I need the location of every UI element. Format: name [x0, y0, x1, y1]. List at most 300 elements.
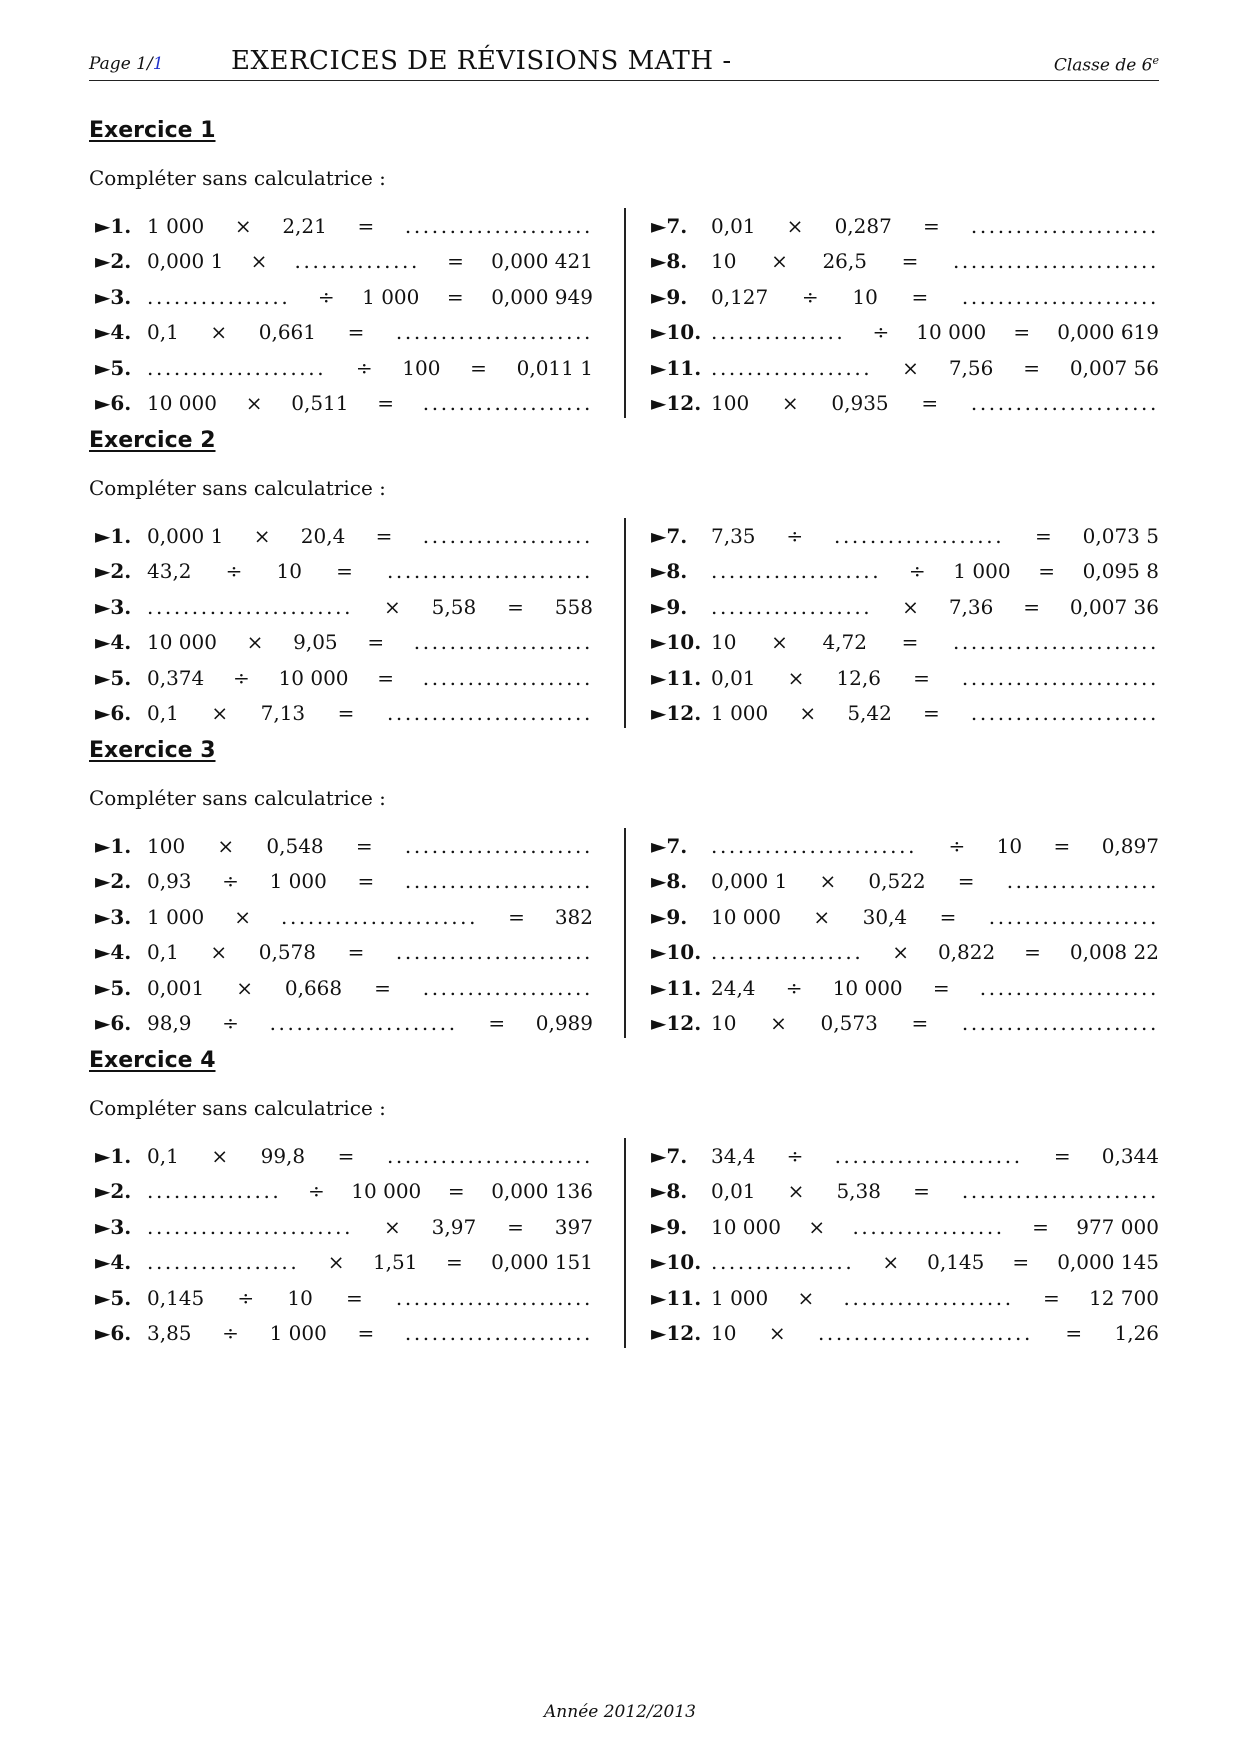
answer-blank[interactable]: ................ — [711, 1250, 855, 1275]
operand-a: 0,01 — [711, 665, 756, 690]
operand-b: 7,56 — [948, 355, 994, 380]
operator: ÷ — [222, 869, 239, 894]
operand-b: 9,05 — [293, 630, 338, 655]
operator: × — [819, 869, 837, 894]
item-number: ►6. — [95, 1321, 132, 1346]
operand-b: 12,6 — [836, 665, 881, 690]
answer-blank[interactable]: ................... — [833, 523, 1005, 548]
page-title: EXERCICES DE RÉVISIONS MATH - — [231, 46, 732, 76]
exercise-item — [651, 208, 1159, 244]
exercise-1 — [89, 118, 1159, 424]
equals-sign: = — [1024, 940, 1041, 965]
answer-blank[interactable]: .................... — [147, 355, 327, 380]
operator: ÷ — [948, 833, 966, 858]
result: 0,000 145 — [1057, 1250, 1159, 1275]
exercise-item — [95, 660, 593, 696]
operator: × — [211, 701, 229, 726]
equals-sign: = — [336, 559, 353, 584]
result: 0,344 — [1101, 1143, 1159, 1168]
items-right-column — [651, 1138, 1159, 1351]
answer-blank[interactable]: ....................... — [147, 594, 354, 619]
column-divider — [624, 208, 626, 418]
operand-b: 7,36 — [948, 594, 994, 619]
item-number: ►7. — [651, 1143, 688, 1168]
result: 0,008 22 — [1069, 940, 1159, 965]
answer-blank[interactable]: ............... — [711, 320, 846, 345]
class-label — [1054, 54, 1159, 76]
answer-blank[interactable]: ...................... — [961, 1179, 1159, 1204]
answer-blank[interactable]: ................. — [147, 1250, 300, 1275]
equals-sign: = — [347, 940, 365, 965]
operator: × — [771, 630, 788, 655]
result: 0,095 8 — [1082, 559, 1159, 584]
item-equation — [147, 524, 593, 548]
answer-blank[interactable]: ................... — [422, 665, 593, 690]
item-equation — [711, 630, 1159, 654]
exercise-item — [95, 589, 593, 625]
operand-b: 5,42 — [847, 701, 892, 726]
item-equation — [711, 214, 1159, 238]
exercise-items — [89, 518, 1159, 734]
operator: × — [210, 320, 228, 345]
item-number: ►9. — [651, 284, 688, 309]
operand-b: 1 000 — [269, 869, 327, 894]
item-equation — [147, 1011, 593, 1035]
exercise-item — [651, 518, 1159, 554]
equals-sign: = — [357, 1321, 375, 1346]
equals-sign: = — [377, 665, 395, 690]
operator: ÷ — [908, 559, 926, 584]
operand-b: 30,4 — [862, 904, 908, 929]
exercise-item — [95, 279, 593, 315]
exercise-item — [95, 935, 593, 971]
answer-blank[interactable]: .................. — [711, 355, 873, 380]
exercise-item — [95, 208, 593, 244]
item-number: ►10. — [651, 320, 702, 345]
equals-sign: = — [1053, 1143, 1071, 1168]
operand-b: 0,511 — [291, 391, 349, 416]
item-number: ►5. — [95, 665, 132, 690]
equals-sign: = — [901, 249, 919, 274]
operator: × — [768, 1321, 786, 1346]
equals-sign: = — [337, 701, 355, 726]
exercise-item — [651, 1209, 1159, 1245]
item-number: ►4. — [95, 630, 132, 655]
item-equation — [147, 1286, 593, 1310]
answer-blank[interactable]: ................... — [988, 904, 1159, 929]
item-equation — [147, 869, 593, 893]
operand-b: 100 — [402, 355, 441, 380]
item-number: ►5. — [95, 1285, 132, 1310]
operator: × — [882, 1250, 900, 1275]
item-equation — [147, 834, 593, 858]
exercise-4 — [89, 1048, 1159, 1354]
operator: ÷ — [233, 665, 250, 690]
operand-b: 26,5 — [822, 249, 867, 274]
exercise-item — [95, 1280, 593, 1316]
exercise-item — [651, 899, 1159, 935]
exercise-item — [95, 1006, 593, 1042]
item-equation — [711, 320, 1159, 344]
item-number: ►1. — [95, 833, 132, 858]
exercise-item — [95, 244, 593, 280]
answer-blank[interactable]: ..................... — [404, 869, 593, 894]
item-number: ►7. — [651, 523, 688, 548]
exercise-item — [651, 589, 1159, 625]
operator: ÷ — [786, 523, 804, 548]
answer-blank[interactable]: ....................... — [386, 1143, 593, 1168]
operand-b: 5,58 — [431, 594, 477, 619]
operand-b: 3,97 — [431, 1214, 477, 1239]
answer-blank[interactable]: .................. — [711, 594, 873, 619]
exercise-title: Exercice 3 — [89, 738, 216, 763]
item-number: ►8. — [651, 1179, 688, 1204]
answer-blank[interactable]: .............. — [294, 249, 420, 274]
equals-sign: = — [1042, 1285, 1060, 1310]
item-equation — [147, 249, 593, 273]
item-number: ►12. — [651, 1321, 702, 1346]
operand-a: 10 000 — [147, 630, 217, 655]
exercise-item — [95, 1138, 593, 1174]
operand-a: 0,1 — [147, 1143, 179, 1168]
answer-blank[interactable]: ..................... — [404, 1321, 593, 1346]
operand-b: 0,145 — [927, 1250, 985, 1275]
operand-b: 0,287 — [834, 213, 892, 238]
operator: ÷ — [872, 320, 890, 345]
page-header — [89, 42, 1159, 81]
operand-a: 100 — [147, 833, 186, 858]
answer-blank[interactable]: ................... — [422, 975, 593, 1000]
operand-a: 43,2 — [147, 559, 192, 584]
answer-blank[interactable]: ...................... — [961, 1011, 1159, 1036]
operand-a: 0,000 1 — [147, 249, 224, 274]
exercise-item — [95, 970, 593, 1006]
equals-sign: = — [1053, 833, 1071, 858]
exercise-item — [651, 315, 1159, 351]
answer-blank[interactable]: ................... — [711, 559, 882, 584]
operand-a: 0,145 — [147, 1285, 205, 1310]
operator: × — [234, 904, 252, 929]
operand-a: 34,4 — [711, 1143, 756, 1168]
operand-a: 10 — [711, 1321, 737, 1346]
operand-b: 10 — [852, 284, 878, 309]
item-equation — [711, 1286, 1159, 1310]
item-number: ►10. — [651, 940, 702, 965]
exercise-3 — [89, 738, 1159, 1044]
item-number: ►2. — [95, 559, 132, 584]
operand-b: 0,578 — [258, 940, 316, 965]
operator: × — [211, 1143, 229, 1168]
answer-blank[interactable]: ................. — [711, 940, 864, 965]
operand-b: 0,668 — [284, 975, 343, 1000]
operand-a: 7,35 — [711, 523, 756, 548]
answer-blank[interactable]: ..................... — [970, 391, 1159, 416]
item-equation — [711, 356, 1159, 380]
operator: × — [808, 1214, 826, 1239]
equals-sign: = — [1035, 523, 1052, 548]
operator: × — [813, 904, 831, 929]
equals-sign: = — [911, 1011, 929, 1036]
operator: ÷ — [355, 355, 373, 380]
answer-blank[interactable]: ....................... — [386, 559, 593, 584]
item-number: ►12. — [651, 1011, 702, 1036]
operator: × — [787, 665, 805, 690]
answer-blank[interactable]: ................... — [422, 391, 593, 416]
answer-blank[interactable]: .................... — [413, 630, 593, 655]
exercise-item — [651, 696, 1159, 732]
operator: × — [797, 1285, 815, 1310]
exercise-item — [651, 279, 1159, 315]
item-equation — [711, 940, 1159, 964]
result: 0,000 949 — [491, 284, 593, 309]
operand-a: 0,000 1 — [711, 869, 788, 894]
items-left-column — [95, 518, 593, 731]
equals-sign: = — [446, 284, 464, 309]
exercise-item — [95, 350, 593, 386]
operand-a: 10 — [711, 249, 737, 274]
equals-sign: = — [1013, 320, 1031, 345]
operator: × — [771, 249, 788, 274]
equals-sign: = — [337, 1143, 355, 1168]
exercise-item — [651, 1006, 1159, 1042]
exercise-item — [95, 518, 593, 554]
item-equation — [147, 320, 593, 344]
answer-blank[interactable]: ........................ — [817, 1321, 1033, 1346]
item-number: ►10. — [651, 630, 702, 655]
exercise-item — [651, 554, 1159, 590]
item-equation — [711, 905, 1159, 929]
operand-b: 10 000 — [278, 665, 349, 690]
exercise-instruction: Compléter sans calculatrice : — [89, 786, 386, 810]
item-number: ►1. — [95, 1143, 132, 1168]
equals-sign: = — [913, 1179, 930, 1204]
item-number: ►4. — [95, 320, 132, 345]
item-number: ►6. — [95, 391, 132, 416]
exercise-item — [651, 1280, 1159, 1316]
operand-b: 4,72 — [822, 630, 867, 655]
equals-sign: = — [922, 213, 940, 238]
operand-a: 3,85 — [147, 1321, 192, 1346]
answer-blank[interactable]: ..................... — [404, 213, 593, 238]
item-number: ►7. — [651, 213, 688, 238]
answer-blank[interactable]: ....................... — [386, 701, 593, 726]
operator: ÷ — [307, 1179, 325, 1204]
answer-blank[interactable]: ...................... — [395, 320, 593, 345]
answer-blank[interactable]: ....................... — [711, 833, 918, 858]
item-number: ►9. — [651, 1214, 688, 1239]
operand-a: 0,000 1 — [147, 523, 224, 548]
class-text: Classe de 6 — [1053, 55, 1153, 76]
item-equation — [711, 1011, 1159, 1035]
page-total-link[interactable]: 1 — [152, 54, 164, 74]
item-equation — [147, 1179, 593, 1203]
operand-b: 1 000 — [953, 559, 1011, 584]
result: 0,897 — [1101, 833, 1159, 858]
equals-sign: = — [507, 1214, 524, 1239]
answer-blank[interactable]: ..................... — [404, 833, 593, 858]
equals-sign: = — [488, 1011, 506, 1036]
operand-b: 0,548 — [266, 833, 324, 858]
exercise-2 — [89, 428, 1159, 734]
operand-b: 10 000 — [832, 975, 903, 1000]
exercise-item — [95, 899, 593, 935]
result: 0,000 136 — [491, 1179, 593, 1204]
items-right-column — [651, 828, 1159, 1041]
answer-blank[interactable]: ...................... — [961, 284, 1159, 309]
answer-blank[interactable]: ...................... — [281, 904, 479, 929]
result: 0,000 619 — [1057, 320, 1159, 345]
exercise-item — [95, 1209, 593, 1245]
item-equation — [711, 976, 1159, 1000]
operand-b: 10 000 — [351, 1179, 422, 1204]
operand-a: 0,01 — [711, 1179, 756, 1204]
operator: ÷ — [785, 975, 803, 1000]
equals-sign: = — [911, 284, 929, 309]
item-equation — [147, 1321, 593, 1345]
item-number: ►9. — [651, 594, 688, 619]
result: 0,000 421 — [491, 249, 593, 274]
item-number: ►8. — [651, 559, 688, 584]
item-equation — [711, 285, 1159, 309]
operand-b: 10 — [276, 559, 302, 584]
operand-a: 10 000 — [147, 391, 217, 416]
page-footer: Année 2012/2013 — [544, 1702, 696, 1722]
answer-blank[interactable]: ................. — [852, 1214, 1005, 1239]
operand-a: 0,1 — [147, 701, 179, 726]
item-number: ►4. — [95, 940, 132, 965]
operand-a: 10 000 — [711, 904, 781, 929]
item-equation — [147, 905, 593, 929]
equals-sign: = — [445, 1250, 463, 1275]
exercise-title: Exercice 1 — [89, 118, 216, 143]
item-equation — [711, 1215, 1159, 1239]
operand-a: 100 — [711, 391, 750, 416]
item-equation — [147, 391, 593, 415]
equals-sign: = — [922, 701, 940, 726]
operator: × — [245, 391, 263, 416]
item-equation — [147, 630, 593, 654]
equals-sign: = — [957, 869, 975, 894]
operator: × — [892, 940, 909, 965]
answer-blank[interactable]: ..................... — [970, 213, 1159, 238]
item-equation — [711, 391, 1159, 415]
item-number: ►11. — [651, 355, 702, 380]
item-equation — [147, 666, 593, 690]
operator: ÷ — [237, 1285, 255, 1310]
exercise-item — [651, 1138, 1159, 1174]
operator: ÷ — [222, 1011, 239, 1036]
operand-b: 1 000 — [362, 284, 420, 309]
answer-blank[interactable]: ..................... — [269, 1011, 458, 1036]
item-number: ►11. — [651, 665, 702, 690]
operator: × — [383, 1214, 401, 1239]
answer-blank[interactable]: ....................... — [952, 249, 1159, 274]
answer-blank[interactable]: ...................... — [961, 665, 1159, 690]
operand-a: 0,001 — [147, 975, 205, 1000]
answer-blank[interactable]: ....................... — [952, 630, 1159, 655]
operand-a: 0,1 — [147, 320, 179, 345]
item-number: ►5. — [95, 355, 132, 380]
operand-a: 10 000 — [711, 1214, 781, 1239]
item-equation — [147, 701, 593, 725]
item-equation — [711, 559, 1159, 583]
answer-blank[interactable]: ...................... — [395, 940, 593, 965]
exercise-item — [651, 828, 1159, 864]
answer-blank[interactable]: ..................... — [834, 1143, 1023, 1168]
equals-sign: = — [377, 391, 395, 416]
item-equation — [147, 595, 593, 619]
exercise-item — [95, 625, 593, 661]
exercise-item — [651, 660, 1159, 696]
answer-blank[interactable]: ................... — [843, 1285, 1014, 1310]
item-equation — [711, 524, 1159, 548]
items-left-column — [95, 828, 593, 1041]
exercise-title: Exercice 4 — [89, 1048, 216, 1073]
item-equation — [711, 834, 1159, 858]
item-number: ►3. — [95, 1214, 132, 1239]
exercise-items — [89, 828, 1159, 1044]
answer-blank[interactable]: ....................... — [147, 1214, 354, 1239]
exercise-item — [651, 350, 1159, 386]
answer-blank[interactable]: ................ — [147, 284, 291, 309]
item-number: ►11. — [651, 975, 702, 1000]
result: 397 — [554, 1214, 593, 1239]
answer-blank[interactable]: ...................... — [395, 1285, 593, 1310]
operand-a: 98,9 — [147, 1011, 192, 1036]
answer-blank[interactable]: ..................... — [970, 701, 1159, 726]
answer-blank[interactable]: .................... — [979, 975, 1159, 1000]
result: 0,007 56 — [1069, 355, 1159, 380]
answer-blank[interactable]: ............... — [147, 1179, 282, 1204]
equals-sign: = — [1023, 594, 1041, 619]
item-number: ►3. — [95, 284, 132, 309]
operand-a: 1 000 — [711, 701, 769, 726]
equals-sign: = — [1023, 355, 1041, 380]
item-number: ►9. — [651, 904, 688, 929]
item-equation — [147, 1250, 593, 1274]
item-number: ►5. — [95, 975, 132, 1000]
exercise-item — [651, 864, 1159, 900]
equals-sign: = — [367, 630, 385, 655]
item-equation — [711, 1250, 1159, 1274]
exercise-item — [651, 386, 1159, 422]
operator: × — [253, 523, 271, 548]
equals-sign: = — [1065, 1321, 1083, 1346]
operand-b: 5,38 — [836, 1179, 881, 1204]
equals-sign: = — [932, 975, 950, 1000]
equals-sign: = — [347, 320, 365, 345]
item-equation — [711, 1321, 1159, 1345]
answer-blank[interactable]: ................... — [422, 523, 593, 548]
result: 977 000 — [1076, 1214, 1159, 1239]
operand-b: 0,822 — [937, 940, 996, 965]
item-equation — [147, 1144, 593, 1168]
operator: × — [902, 355, 919, 380]
operand-a: 1 000 — [147, 904, 205, 929]
operator: ÷ — [801, 284, 819, 309]
exercise-instruction: Compléter sans calculatrice : — [89, 166, 386, 190]
exercise-item — [95, 1174, 593, 1210]
operand-b: 7,13 — [260, 701, 306, 726]
equals-sign: = — [1012, 1250, 1030, 1275]
result: 558 — [554, 594, 593, 619]
answer-blank[interactable]: ................. — [1006, 869, 1159, 894]
operator: × — [246, 630, 264, 655]
item-number: ►1. — [95, 523, 132, 548]
item-number: ►12. — [651, 391, 702, 416]
result: 0,989 — [535, 1011, 593, 1036]
item-equation — [711, 595, 1159, 619]
